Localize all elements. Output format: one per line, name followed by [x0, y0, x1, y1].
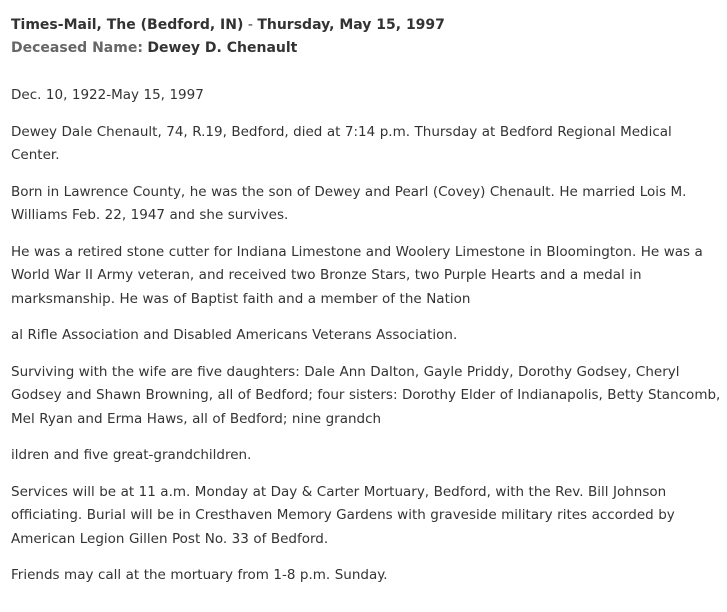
deceased-name: Dewey D. Chenault	[147, 40, 298, 56]
paragraph-survivors: Surviving with the wife are five daughters: Dale Ann Dalton, Gayle Priddy, Dorothy Godsey, Cheryl Godsey and Shawn Browning, all of Bedford; four sisters: Dorothy Elder of Indianapolis, Betty Stancomb, Mel Ryan and Erma Haws, all of Bedford; nine grandch	[11, 363, 721, 427]
paragraph-survivors-continued: ildren and five great-grandchildren.	[11, 447, 252, 463]
life-dates: Dec. 10, 1922-May 15, 1997	[11, 87, 204, 103]
deceased-line	[11, 37, 721, 60]
paragraph-career: He was a retired stone cutter for Indiana Limestone and Woolery Limestone in Bloomington. He was a World War II Army veteran, and received two Bronze Stars, two Purple Hearts and a medal in marksmanship. He was of Baptist faith and a member of the Nation	[11, 243, 703, 307]
deceased-label: Deceased Name:	[11, 40, 143, 56]
source-line	[11, 14, 721, 37]
source-separator: -	[243, 17, 258, 33]
paragraph-visitation: Friends may call at the mortuary from 1-8 p.m. Sunday.	[11, 567, 388, 583]
paragraph-family: Born in Lawrence County, he was the son of Dewey and Pearl (Covey) Chenault. He married Lois M. Williams Feb. 22, 1947 and she survives.	[11, 183, 687, 223]
paragraph-death-notice: Dewey Dale Chenault, 74, R.19, Bedford, died at 7:14 p.m. Thursday at Bedford Regional Medical Center.	[11, 123, 672, 163]
publication-name: Times-Mail, The (Bedford, IN)	[11, 17, 244, 33]
paragraph-services: Services will be at 11 a.m. Monday at Day & Carter Mortuary, Bedford, with the Rev. Bill Johnson officiating. Burial will be in Cresthaven Memory Gardens with graveside military rites accorded by American Legion Gillen Post No. 33 of Bedford.	[11, 483, 675, 547]
obituary-body	[11, 84, 721, 588]
paragraph-career-continued: al Rifle Association and Disabled Americans Veterans Association.	[11, 327, 458, 343]
publication-date: Thursday, May 15, 1997	[257, 17, 445, 33]
